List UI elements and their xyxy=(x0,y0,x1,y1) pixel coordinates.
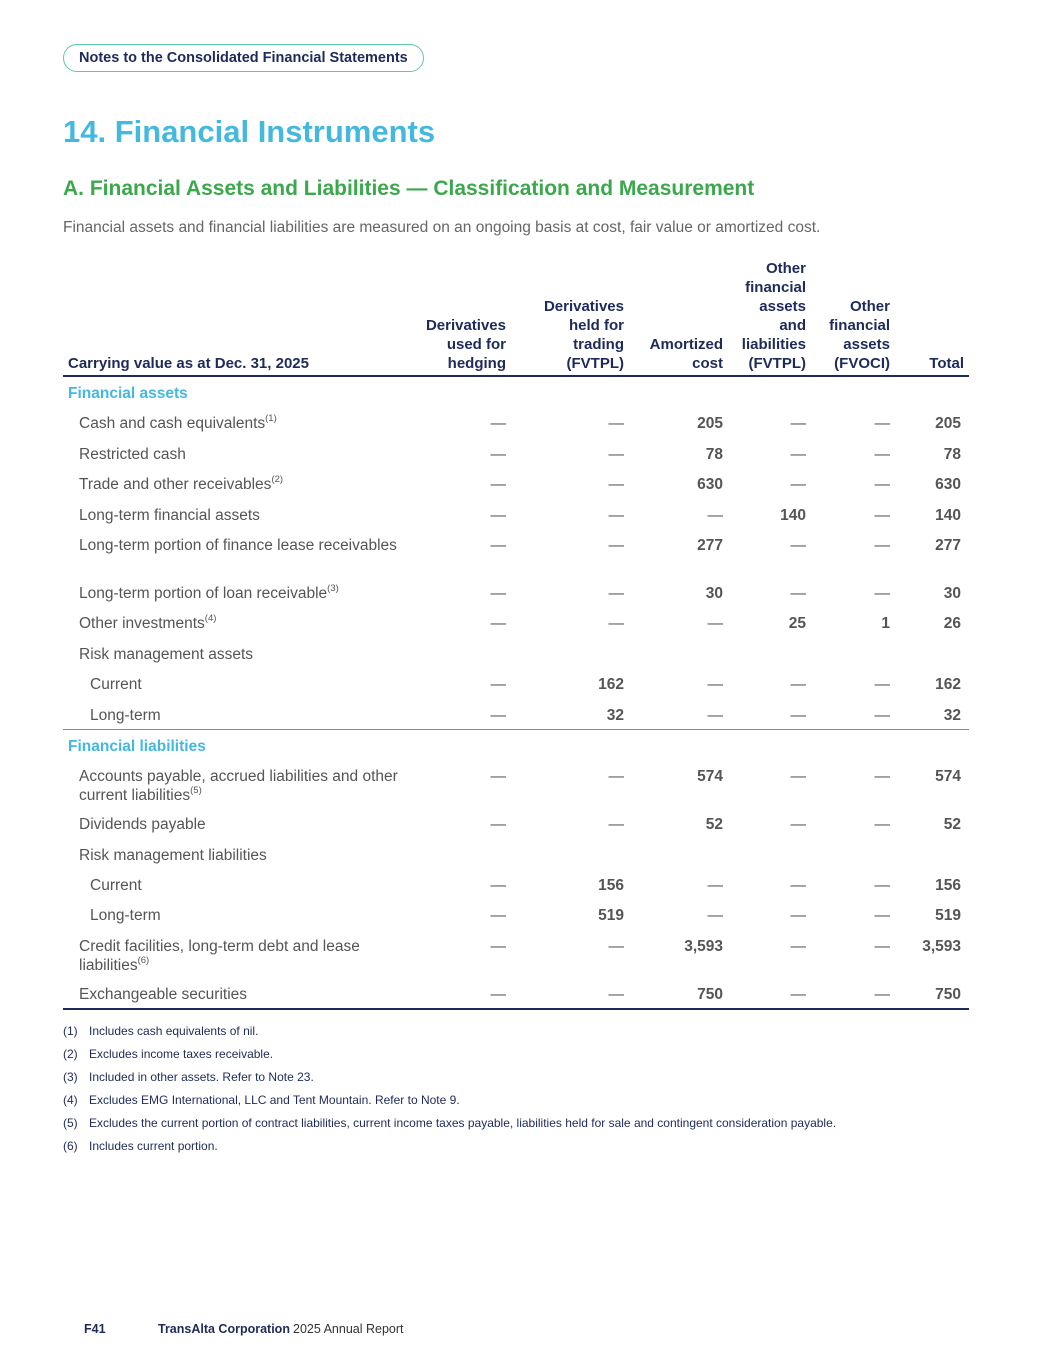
footnote-ref: (2) xyxy=(271,474,284,486)
table-row xyxy=(63,978,969,1010)
footnote xyxy=(63,1069,963,1092)
section-subtitle: A. Financial Assets and Liabilities — Classification and Measurement xyxy=(63,177,755,200)
column-header-line: used for xyxy=(446,336,506,353)
row-label-text: Exchangeable securities xyxy=(79,985,248,1003)
table-cell: — xyxy=(874,476,890,494)
table-cell: — xyxy=(490,615,506,633)
column-header-line: hedging xyxy=(447,355,506,372)
row-label-text: Risk management liabilities xyxy=(79,846,267,864)
column-header-line: financial xyxy=(829,317,890,334)
footnote-number: (1) xyxy=(63,1024,78,1038)
row-label xyxy=(79,767,409,805)
row-label xyxy=(79,506,409,525)
row-label xyxy=(90,876,420,895)
table-cell: — xyxy=(707,676,723,694)
table-cell: — xyxy=(790,415,806,433)
table-cell: 574 xyxy=(935,768,961,786)
section-label-badge: Notes to the Consolidated Financial Statements xyxy=(63,44,424,72)
footnote xyxy=(63,1138,963,1161)
footnote xyxy=(63,1092,963,1115)
column-header xyxy=(721,259,806,373)
section-row xyxy=(63,377,969,407)
row-label xyxy=(79,584,409,603)
row-label xyxy=(79,445,409,464)
table-row xyxy=(63,668,969,698)
table-cell: — xyxy=(608,985,624,1003)
table-cell: — xyxy=(490,476,506,494)
table-cell: — xyxy=(707,506,723,524)
table-cell: — xyxy=(790,816,806,834)
row-label xyxy=(79,536,409,555)
row-label-text: Financial liabilities xyxy=(68,737,206,755)
row-label xyxy=(79,414,409,433)
intro-paragraph: Financial assets and financial liabilities are measured on an ongoing basis at cost, fair value or amortized cost. xyxy=(63,219,821,236)
table-cell: 30 xyxy=(705,584,723,602)
table-row xyxy=(63,607,969,637)
column-header xyxy=(810,297,890,373)
table-cell: — xyxy=(490,907,506,925)
table-cell: — xyxy=(874,445,890,463)
row-label xyxy=(79,475,409,494)
table-row xyxy=(63,438,969,468)
footnote-ref: (4) xyxy=(204,613,217,625)
column-header-line: Amortized xyxy=(649,336,723,353)
footnote xyxy=(63,1046,963,1069)
footnote-text: Includes current portion. xyxy=(89,1139,218,1153)
row-label-text: Accounts payable, accrued liabilities and other current liabilities xyxy=(79,768,398,805)
table-cell: 750 xyxy=(697,985,723,1003)
table-cell: — xyxy=(608,476,624,494)
table-cell: — xyxy=(608,937,624,955)
column-header-line: assets xyxy=(843,336,890,353)
table-cell: — xyxy=(874,415,890,433)
footnote xyxy=(63,1023,963,1046)
table-cell: — xyxy=(790,445,806,463)
table-cell: — xyxy=(874,536,890,554)
column-header-line: Derivatives xyxy=(425,317,506,334)
table-cell: 162 xyxy=(935,676,961,694)
table-cell: — xyxy=(707,907,723,925)
table-cell: 30 xyxy=(943,584,961,602)
table-cell: 140 xyxy=(935,506,961,524)
table-cell: — xyxy=(608,615,624,633)
table-cell: 519 xyxy=(598,907,624,925)
table-cell: — xyxy=(608,506,624,524)
column-header xyxy=(406,316,506,373)
table-cell: 156 xyxy=(935,877,961,895)
section-row xyxy=(63,730,969,760)
table-header xyxy=(63,258,969,377)
footnote-number: (5) xyxy=(63,1116,78,1130)
table-cell: 32 xyxy=(606,706,624,724)
footnote-ref: (1) xyxy=(265,413,277,425)
table-cell: — xyxy=(490,816,506,834)
column-header-line: financial xyxy=(745,279,806,296)
table-row xyxy=(63,808,969,838)
footnote-ref: (3) xyxy=(327,582,339,594)
table-row xyxy=(63,407,969,437)
table-row xyxy=(63,468,969,498)
table-cell: 25 xyxy=(788,615,806,633)
row-label xyxy=(79,846,409,865)
table-cell: 3,593 xyxy=(684,937,723,955)
row-label-text: Long-term xyxy=(90,706,161,724)
table-cell: 3,593 xyxy=(922,937,961,955)
table-cell: — xyxy=(790,676,806,694)
table-cell: 205 xyxy=(935,415,961,433)
table-cell: — xyxy=(608,415,624,433)
row-label-text: Credit facilities, long-term debt and lease liabilities xyxy=(79,937,360,974)
footnote-text: Excludes EMG International, LLC and Tent Mountain. Refer to Note 9. xyxy=(89,1093,460,1107)
column-header-line: Carrying value as at Dec. 31, 2025 xyxy=(68,355,309,372)
table-row xyxy=(63,869,969,899)
column-header-line: Other xyxy=(765,260,806,277)
table-cell: 574 xyxy=(697,768,723,786)
column-header-line: and xyxy=(779,317,806,334)
row-label-text: Long-term financial assets xyxy=(79,506,260,524)
page-title: 14. Financial Instruments xyxy=(63,114,436,149)
table-cell: 52 xyxy=(705,816,723,834)
footnote-text: Included in other assets. Refer to Note 23. xyxy=(89,1070,314,1084)
row-label-text: Current xyxy=(90,877,142,895)
table-cell: 162 xyxy=(598,676,624,694)
table-cell: — xyxy=(790,937,806,955)
table-cell: — xyxy=(707,706,723,724)
table-cell: — xyxy=(874,676,890,694)
table-cell: — xyxy=(874,768,890,786)
footnotes xyxy=(63,1023,963,1161)
row-label-text: Trade and other receivables xyxy=(79,476,272,494)
row-label xyxy=(79,614,409,633)
table-cell: 156 xyxy=(598,877,624,895)
group-row xyxy=(63,839,969,869)
table-cell: — xyxy=(608,584,624,602)
table-cell: — xyxy=(707,615,723,633)
row-label-text: Risk management assets xyxy=(79,645,254,663)
column-header-line: (FVOCI) xyxy=(834,355,890,372)
table-cell: — xyxy=(790,768,806,786)
column-header-line: cost xyxy=(692,355,723,372)
column-header-line: liabilities xyxy=(741,336,806,353)
table-cell: — xyxy=(490,768,506,786)
table-cell: — xyxy=(790,985,806,1003)
table-cell: 519 xyxy=(935,907,961,925)
row-label-text: Current xyxy=(90,676,142,694)
table-cell: 26 xyxy=(943,615,961,633)
column-header-label xyxy=(68,354,309,373)
row-label-text: Restricted cash xyxy=(79,445,186,463)
column-header xyxy=(894,354,964,373)
column-header-line: (FVTPL) xyxy=(748,355,806,372)
table-cell: — xyxy=(608,536,624,554)
table-cell: — xyxy=(707,877,723,895)
table-cell: 277 xyxy=(935,536,961,554)
table-row xyxy=(63,930,969,978)
footnote-ref: (5) xyxy=(190,785,202,797)
row-label xyxy=(79,815,409,834)
row-label xyxy=(79,645,409,664)
footnote-number: (2) xyxy=(63,1047,78,1061)
column-header xyxy=(514,297,624,373)
row-label-text: Long-term portion of loan receivable xyxy=(79,584,328,602)
table-cell: — xyxy=(874,506,890,524)
table-row xyxy=(63,760,969,808)
table-cell: — xyxy=(490,877,506,895)
column-header-line: assets xyxy=(759,298,806,315)
table-cell: — xyxy=(490,536,506,554)
column-header-line: Derivatives xyxy=(543,298,624,315)
table-cell: — xyxy=(874,706,890,724)
table-cell: 630 xyxy=(935,476,961,494)
table-row xyxy=(63,577,969,607)
table-cell: 52 xyxy=(943,816,961,834)
table-cell: 78 xyxy=(705,445,723,463)
row-label xyxy=(90,906,420,925)
column-header xyxy=(628,335,723,373)
table-cell: — xyxy=(490,985,506,1003)
column-header-line: Total xyxy=(929,355,964,372)
table-cell: — xyxy=(790,877,806,895)
table-cell: — xyxy=(790,476,806,494)
table-row xyxy=(63,529,969,577)
row-label-text: Other investments xyxy=(79,615,205,633)
row-label xyxy=(79,937,409,975)
table-cell: — xyxy=(874,985,890,1003)
footnote-text: Excludes income taxes receivable. xyxy=(89,1047,274,1061)
column-header-line: trading xyxy=(573,336,624,353)
column-header-line: Other xyxy=(849,298,890,315)
table-cell: — xyxy=(874,584,890,602)
financial-instruments-table xyxy=(63,258,969,1010)
footer-company: TransAlta Corporation xyxy=(158,1322,290,1336)
table-cell: — xyxy=(790,536,806,554)
page-number: F41 xyxy=(84,1322,106,1336)
row-label xyxy=(90,706,420,725)
row-label xyxy=(79,985,409,1004)
table-cell: — xyxy=(490,445,506,463)
table-cell: — xyxy=(874,937,890,955)
table-cell: 630 xyxy=(697,476,723,494)
table-cell: 140 xyxy=(780,506,806,524)
row-label-text: Long-term xyxy=(90,907,161,925)
footnote-number: (4) xyxy=(63,1093,78,1107)
table-cell: 32 xyxy=(943,706,961,724)
table-cell: — xyxy=(790,584,806,602)
table-cell: — xyxy=(874,877,890,895)
table-cell: — xyxy=(490,415,506,433)
group-row xyxy=(63,638,969,668)
footnote-ref: (6) xyxy=(137,954,150,966)
table-cell: — xyxy=(490,937,506,955)
table-cell: — xyxy=(490,506,506,524)
table-cell: 78 xyxy=(943,445,961,463)
row-label xyxy=(90,675,420,694)
table-row xyxy=(63,499,969,529)
footnote xyxy=(63,1115,963,1138)
table-cell: — xyxy=(490,676,506,694)
row-label-text: Financial assets xyxy=(68,385,188,402)
row-label-text: Cash and cash equivalents xyxy=(79,415,266,433)
footnote-number: (6) xyxy=(63,1139,78,1153)
section-label xyxy=(68,384,398,403)
table-cell: — xyxy=(790,706,806,724)
table-body xyxy=(63,377,969,1010)
row-label-text: Dividends payable xyxy=(79,816,206,834)
table-cell: 277 xyxy=(697,536,723,554)
table-row xyxy=(63,899,969,929)
column-header-line: (FVTPL) xyxy=(566,355,624,372)
table-cell: 1 xyxy=(881,615,890,633)
footnote-number: (3) xyxy=(63,1070,78,1084)
table-cell: — xyxy=(490,584,506,602)
footnote-text: Excludes the current portion of contract liabilities, current income taxes payable, liabilities held for sale and contingent consideration payable. xyxy=(89,1116,837,1130)
footnote-text: Includes cash equivalents of nil. xyxy=(89,1024,259,1038)
footer-report-name: 2025 Annual Report xyxy=(293,1322,404,1336)
table-cell: — xyxy=(608,768,624,786)
table-cell: — xyxy=(874,907,890,925)
column-header-line: held for xyxy=(569,317,624,334)
section-label xyxy=(68,737,398,756)
table-cell: — xyxy=(874,816,890,834)
table-cell: — xyxy=(490,706,506,724)
row-label-text: Long-term portion of finance lease receivables xyxy=(79,536,397,554)
table-cell: — xyxy=(608,816,624,834)
table-cell: 750 xyxy=(935,985,961,1003)
table-cell: 205 xyxy=(697,415,723,433)
table-row xyxy=(63,699,969,730)
table-cell: — xyxy=(608,445,624,463)
table-cell: — xyxy=(790,907,806,925)
